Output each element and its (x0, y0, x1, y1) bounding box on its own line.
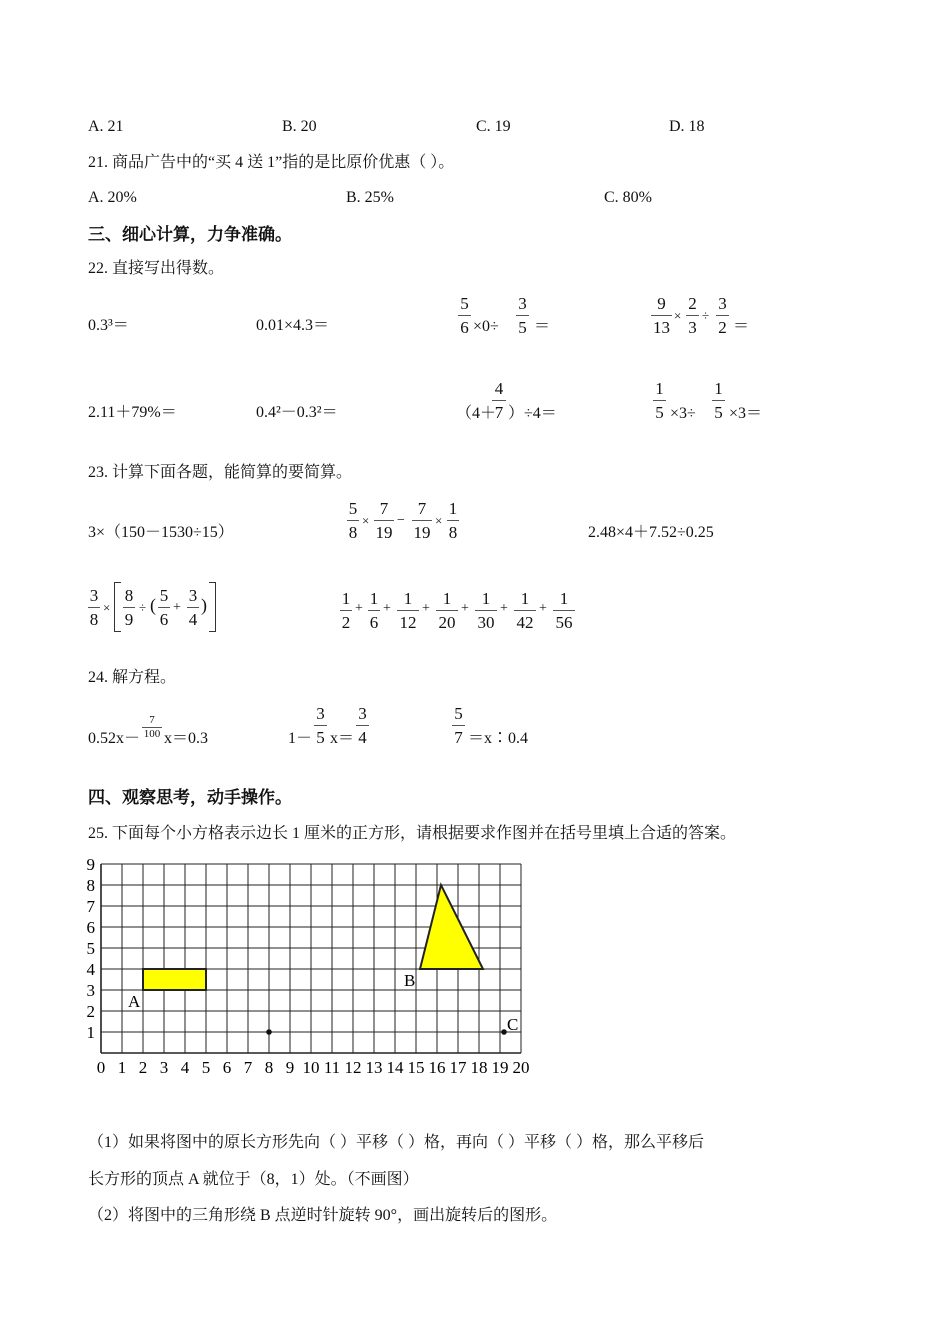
right-bracket (209, 582, 216, 632)
fraction-7-19-b: 7 19 (413, 499, 431, 542)
yellow-rectangle (143, 969, 206, 990)
y-tick-label: 5 (86, 939, 95, 958)
fraction-1-5-b: 1 5 (712, 380, 725, 421)
fraction-1-20: 1 20 (436, 590, 458, 631)
q22-r2-c-post: ）÷4＝ (508, 405, 557, 422)
x-tick-label: 5 (201, 1058, 211, 1077)
q22-r1-a: 0.3³＝ (88, 317, 129, 334)
x-tick-label: 8 (264, 1058, 274, 1077)
x-tick-label: 15 (407, 1058, 425, 1077)
q24-a-pre: 0.52x－ (88, 730, 141, 747)
fraction-1-30: 1 30 (475, 590, 497, 631)
divide-sign: ÷ (139, 600, 147, 615)
plus-sign: + (355, 601, 363, 616)
fraction-7-100: 7 100 (143, 714, 161, 740)
divide-sign: ÷ (702, 308, 710, 323)
x-tick-label: 14 (386, 1058, 404, 1077)
q25-part1-line2: 长方形的顶点 A 就位于（8，1）处。（不画图） (88, 1171, 419, 1188)
y-tick-label: 6 (86, 918, 95, 937)
fraction-3-5-b: 3 5 (314, 705, 327, 746)
x-tick-label: 16 (428, 1058, 446, 1077)
fraction-4-7: 4 7 (492, 380, 506, 421)
open-paren: ( (150, 595, 156, 615)
fraction-1-42: 1 42 (514, 590, 536, 631)
x-tick-label: 20 (512, 1058, 530, 1077)
q23-c: 2.48×4＋7.52÷0.25 (588, 524, 714, 541)
fraction-5-8: 5 8 (348, 499, 358, 542)
y-tick-label: 8 (86, 876, 95, 895)
x-tick-label: 11 (323, 1058, 341, 1077)
fraction-5-6-b: 5 6 (159, 586, 169, 629)
x-tick-label: 4 (180, 1058, 190, 1077)
plus-sign: + (539, 601, 547, 616)
x-tick-label: 10 (302, 1058, 320, 1077)
q22-r2-d-mid: ×3÷ (670, 405, 696, 422)
fraction-3-2: 3 2 (716, 295, 729, 336)
q22-r2-a: 2.11＋79%＝ (88, 404, 177, 421)
q20-option-b: B. 20 (282, 118, 317, 135)
plus-sign: + (383, 601, 391, 616)
x-tick-label: 0 (96, 1058, 106, 1077)
q24-b-mid: x＝ (330, 730, 355, 747)
label-a: A (128, 992, 141, 1011)
x-tick-label: 7 (243, 1058, 253, 1077)
fraction-1-56: 1 56 (553, 590, 575, 631)
label-b: B (404, 971, 416, 990)
fraction-5-7: 5 7 (452, 705, 465, 746)
fraction-2-3: 2 3 (686, 295, 699, 336)
q24-b-pre: 1－ (288, 730, 313, 747)
fraction-7-19-a: 7 19 (375, 499, 393, 542)
plus-sign: + (461, 601, 469, 616)
close-paren: ) (201, 595, 207, 615)
q22-stem: 22. 直接写出得数。 (88, 260, 225, 277)
q20-option-c: C. 19 (476, 118, 511, 135)
fraction-1-12: 1 12 (397, 590, 419, 631)
q23-a: 3×（150－1530÷15） (88, 524, 234, 541)
q20-option-d: D. 18 (669, 118, 705, 135)
q21-stem: 21. 商品广告中的“买 4 送 1”指的是比原价优惠（ ）。 (88, 154, 455, 171)
x-tick-label: 17 (449, 1058, 467, 1077)
x-tick-label: 18 (470, 1058, 488, 1077)
fraction-3-5: 3 5 (516, 295, 529, 336)
q22-r1-c-op: ×0÷ (473, 318, 499, 335)
q25-part2: （2）将图中的三角形绕 B 点逆时针旋转 90°，画出旋转后的图形。 (88, 1207, 558, 1224)
fraction-1-6: 1 6 (369, 589, 379, 632)
fraction-3-8: 3 8 (89, 586, 99, 629)
point-c (501, 1029, 507, 1035)
fraction-5-6: 5 6 (458, 295, 471, 336)
q21-option-c: C. 80% (604, 189, 652, 206)
x-tick-label: 12 (344, 1058, 362, 1077)
times-sign: × (674, 308, 682, 323)
section-3-heading: 三、细心计算，力争准确。 (88, 225, 292, 245)
y-tick-label: 2 (86, 1002, 95, 1021)
fraction-3-4: 3 4 (188, 586, 198, 629)
label-c: C (507, 1015, 519, 1034)
coordinate-grid (80, 852, 550, 1084)
y-tick-label: 9 (86, 855, 95, 874)
times-sign: × (435, 513, 443, 528)
q22-r2-c-pre: （4＋ (456, 405, 497, 422)
plus-sign: + (422, 601, 430, 616)
plus-sign: + (500, 601, 508, 616)
q24-a-post: x＝0.3 (164, 730, 209, 747)
q22-r1-b: 0.01×4.3＝ (256, 317, 330, 334)
x-tick-label: 2 (138, 1058, 148, 1077)
q22-r1-c-eq: ＝ (534, 318, 551, 335)
x-tick-label: 6 (222, 1058, 232, 1077)
q24-c-post: ＝x∶0.4 (468, 730, 529, 747)
fraction-1-5-a: 1 5 (653, 380, 666, 421)
x-tick-label: 3 (159, 1058, 169, 1077)
q22-r1-d-eq: ＝ (733, 318, 750, 335)
fraction-3-4-b: 3 4 (356, 705, 369, 746)
q22-r2-d-end: ×3＝ (729, 405, 763, 422)
y-tick-label: 4 (86, 960, 95, 979)
q24-stem: 24. 解方程。 (88, 669, 177, 686)
y-tick-label: 1 (86, 1023, 95, 1042)
fraction-1-8: 1 8 (448, 499, 458, 542)
fraction-1-2: 1 2 (341, 589, 351, 632)
q25-part1-line1: （1）如果将图中的原长方形先向（ ）平移（ ）格，再向（ ）平移（ ）格，那么平移后 (88, 1134, 705, 1151)
section-4-heading: 四、观察思考，动手操作。 (88, 788, 292, 808)
q21-option-b: B. 25% (346, 189, 394, 206)
fraction-9-13: 9 13 (653, 294, 670, 337)
y-tick-label: 3 (86, 981, 95, 1000)
x-tick-label: 19 (491, 1058, 509, 1077)
times-sign: × (362, 513, 370, 528)
q25-stem: 25. 下面每个小方格表示边长 1 厘米的正方形，请根据要求作图并在括号里填上合适的答案。 (88, 825, 737, 842)
x-tick-label: 1 (117, 1058, 127, 1077)
q23-stem: 23. 计算下面各题，能简算的要简算。 (88, 464, 353, 481)
minus-sign: − (397, 513, 405, 528)
x-tick-label: 13 (365, 1058, 383, 1077)
q20-option-a: A. 21 (88, 118, 124, 135)
q22-r2-b: 0.4²－0.3²＝ (256, 404, 338, 421)
fraction-8-9: 8 9 (124, 586, 134, 629)
x-tick-label: 9 (285, 1058, 295, 1077)
y-tick-label: 7 (86, 897, 95, 916)
left-bracket (114, 582, 121, 632)
q21-option-a: A. 20% (88, 189, 137, 206)
times-sign: × (103, 600, 111, 615)
plus-sign: + (173, 600, 181, 615)
point-8-1 (266, 1029, 272, 1035)
